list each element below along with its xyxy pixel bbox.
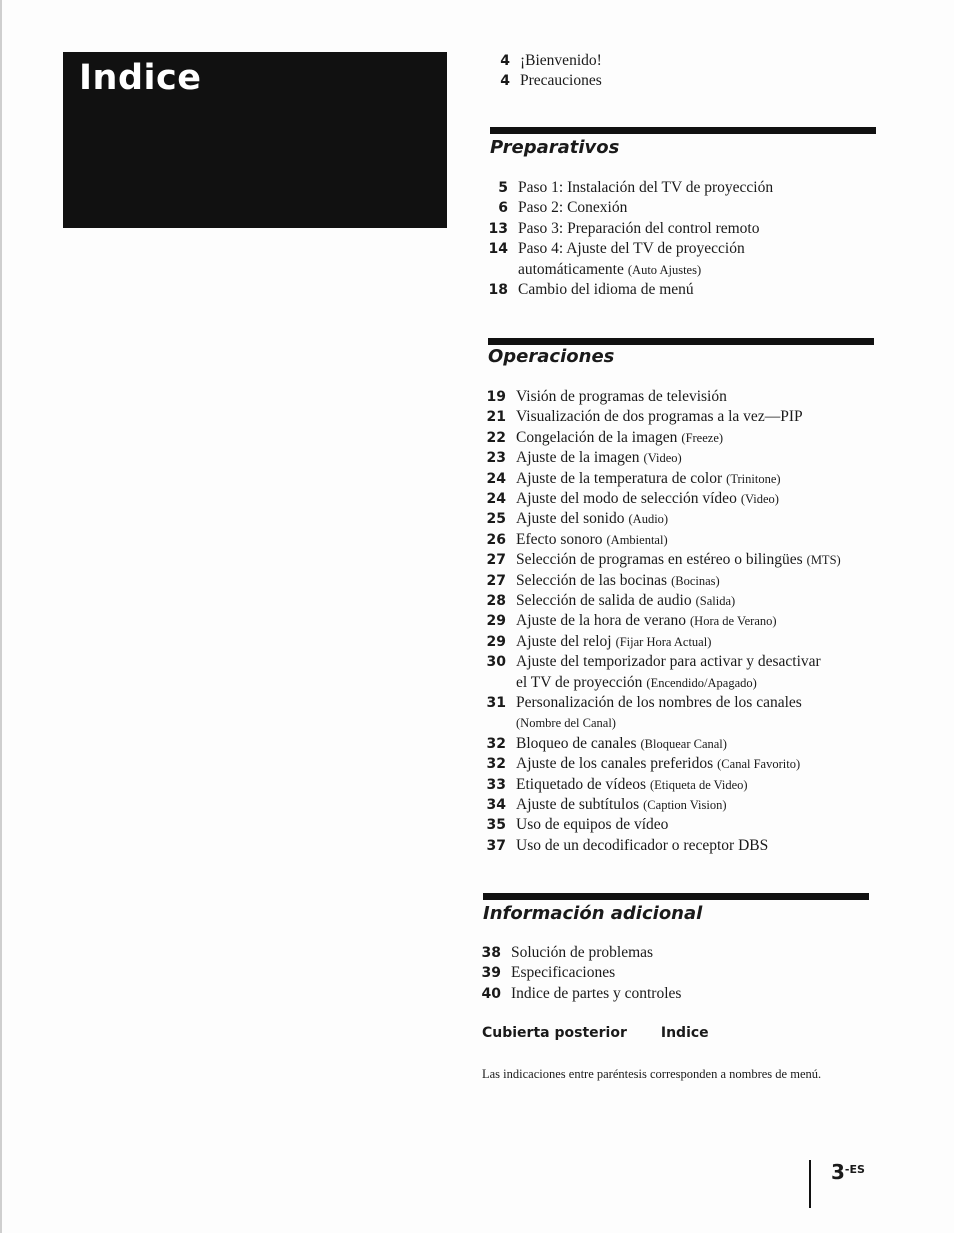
toc-entry[interactable] [476,713,616,733]
toc-entry-text: Visión de programas de televisión [516,388,727,405]
toc-entry-text: Ajuste de la hora de verano [516,612,687,630]
toc-entry[interactable] [478,260,701,280]
toc-page-number: 4 [500,73,510,89]
toc-entry[interactable] [476,591,735,611]
toc-entry-text: Cambio del idioma de menú [518,281,694,298]
toc-entry-text: Efecto sonoro [516,530,603,548]
section-rule [488,338,874,345]
toc-entry[interactable] [476,509,668,529]
toc-page-number [476,713,516,733]
toc-entry-text: Etiquetado de vídeos [516,775,646,793]
toc-entry[interactable] [476,754,800,774]
menu-name: (Fijar Hora Actual) [615,634,712,649]
page-title: Indice [79,58,202,98]
toc-page-number: 6 [498,200,508,217]
menu-name: (Auto Ajustes) [627,262,702,277]
toc-page-number: 23 [486,450,506,467]
toc-page-number: 25 [486,511,506,528]
page-number-suffix: -ES [844,1163,865,1176]
back-cover-entry[interactable] [482,1025,709,1041]
toc-entry[interactable] [476,387,727,407]
toc-page-number: 28 [486,593,506,609]
menu-name: (Trinitone) [726,471,781,486]
toc-entry-text: Especificaciones [511,964,616,982]
menu-name: (Bocinas) [671,573,720,588]
toc-entry-text: Bloqueo de canales [516,734,637,752]
page-number-bar [809,1160,811,1208]
toc-entry-text: Paso 2: Conexión [518,199,628,217]
back-cover-target: Indice [660,1025,709,1041]
toc-entry[interactable] [476,469,781,489]
toc-page-number: 30 [486,654,506,671]
toc-entry-text: automáticamente [518,260,624,278]
toc-entry-text: Paso 1: Instalación del TV de proyección [518,179,774,196]
toc-page-number: 5 [498,180,508,196]
toc-entry[interactable] [476,795,727,815]
toc-entry-text: Ajuste de subtítulos [516,796,640,813]
toc-page-number: 18 [488,282,508,298]
toc-page-number: 24 [486,491,506,507]
section-heading-operaciones: Operaciones [488,346,615,367]
toc-page-number: 29 [486,613,506,630]
toc-entry[interactable] [476,632,711,652]
toc-entry-text: Solución de problemas [511,944,654,961]
toc-entry[interactable] [471,963,615,983]
toc-entry[interactable] [480,71,602,91]
toc-entry[interactable] [476,489,779,509]
toc-page-number: 32 [486,735,506,752]
footnote: Las indicaciones entre paréntesis corresponden a nombres de menú. [482,1067,822,1081]
toc-entry[interactable] [476,550,841,570]
toc-entry[interactable] [476,428,723,448]
menu-name: (Caption Vision) [643,798,727,812]
toc-entry-text: Paso 3: Preparación del control remoto [518,219,760,237]
toc-page-number: 31 [486,695,506,711]
toc-entry-text: Congelación de la imagen [516,428,678,446]
menu-name: (Freeze) [681,430,724,445]
toc-page-number: 13 [488,220,508,237]
section-heading-preparativos: Preparativos [490,137,620,158]
toc-entry[interactable] [476,734,727,754]
toc-entry-text: Selección de salida de audio [516,592,692,609]
menu-name: (Video) [643,451,682,466]
toc-entry[interactable] [476,836,768,856]
page-number [831,1160,865,1184]
toc-page-number: 37 [486,837,506,854]
toc-entry[interactable] [476,815,668,835]
toc-entry[interactable] [478,178,773,198]
toc-entry[interactable] [471,943,653,963]
toc-page-number: 35 [486,817,506,834]
toc-entry-text: Ajuste de los canales preferidos [516,755,714,773]
toc-entry-text: Ajuste de la temperatura de color [516,469,723,487]
toc-page-number: 38 [481,945,501,961]
title-block [63,52,447,228]
toc-entry[interactable] [476,673,757,693]
toc-entry-text: Visualización de dos programas a la vez—PIP [516,408,803,426]
toc-page-number: 33 [486,776,506,793]
toc-entry-text: Selección de programas en estéreo o bilingües [516,551,803,569]
toc-entry-text: Ajuste del modo de selección vídeo [516,490,737,507]
toc-page-number: 27 [486,552,506,569]
toc-page-number: 40 [481,985,501,1002]
toc-entry-text: Ajuste del sonido [516,510,625,528]
toc-page-number: 14 [488,241,508,258]
toc-entry[interactable] [476,407,803,427]
toc-entry[interactable] [478,280,694,300]
page-number-value: 3 [831,1160,845,1184]
toc-entry-text: Paso 4: Ajuste del TV de proyección [518,240,745,258]
toc-page-number: 29 [486,633,506,650]
toc-entry[interactable] [478,198,627,218]
toc-entry[interactable] [476,652,821,672]
menu-name: (Ambiental) [606,532,668,547]
toc-entry-text: Precauciones [520,72,602,89]
toc-page-number: 24 [486,470,506,487]
toc-entry-text: Uso de equipos de vídeo [516,816,669,834]
toc-entry[interactable] [480,51,602,71]
toc-entry[interactable] [476,611,777,631]
toc-entry[interactable] [476,775,748,795]
toc-entry[interactable] [476,693,802,713]
section-heading-informacion-adicional: Información adicional [483,903,703,924]
menu-name: (Nombre del Canal) [516,716,616,731]
toc-page-number [476,673,516,693]
toc-entry-text: Ajuste de la imagen [516,449,640,467]
toc-entry[interactable] [476,448,682,468]
toc-entry-text: Indice de partes y controles [511,984,682,1002]
toc-entry-text: Uso de un decodificador o receptor DBS [516,836,769,854]
toc-entry-text: ¡Bienvenido! [520,52,602,69]
toc-entry[interactable] [471,984,681,1004]
toc-page-number: 34 [486,797,506,813]
page-edge [0,0,2,1233]
toc-entry[interactable] [476,571,720,591]
back-cover-label: Cubierta posterior [482,1025,627,1041]
toc-page-number [478,260,518,280]
menu-name: (Bloquear Canal) [640,736,727,751]
toc-entry-text: Selección de las bocinas [516,571,668,589]
toc-page-number: 19 [486,389,506,405]
toc-page-number: 21 [486,409,506,426]
menu-name: (Hora de Verano) [690,614,777,629]
section-rule [483,893,869,900]
toc-entry[interactable] [478,239,745,259]
section-rule [490,127,876,134]
toc-page-number: 26 [486,531,506,548]
menu-name: (Encendido/Apagado) [646,675,757,690]
toc-page-number: 22 [486,429,506,446]
toc-page-number: 32 [486,756,506,773]
toc-entry-text: Ajuste del reloj [516,632,612,650]
toc-entry[interactable] [476,530,668,550]
toc-entry-text: el TV de proyección [516,673,643,691]
menu-name: (Canal Favorito) [717,757,801,772]
toc-entry-text: Ajuste del temporizador para activar y desactivar [516,653,821,671]
menu-name: (Etiqueta de Video) [650,777,748,792]
toc-page-number: 4 [500,53,510,69]
menu-name: (MTS) [806,553,841,568]
toc-page-number: 39 [481,965,501,982]
menu-name: (Video) [740,492,779,506]
menu-name: (Audio) [628,512,669,527]
toc-entry[interactable] [478,219,759,239]
menu-name: (Salida) [695,594,736,608]
toc-entry-text: Personalización de los nombres de los canales [516,694,802,711]
toc-page-number: 27 [486,572,506,589]
